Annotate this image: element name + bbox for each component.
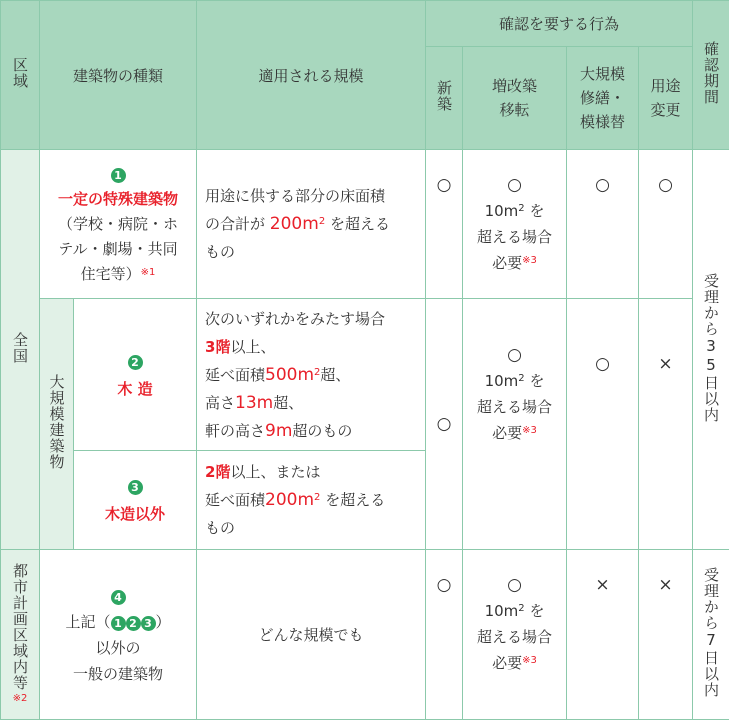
header-applicable-scale: 適用される規模 bbox=[197, 1, 426, 150]
scale-general-building: どんな規模でも bbox=[197, 550, 426, 720]
note-1: ※1 bbox=[140, 266, 156, 278]
header-building-type: 建築物の種類 bbox=[40, 1, 197, 150]
extension-row1: ○ $10m^2$ を 超える場合 必要$^{※3}$ bbox=[463, 150, 567, 299]
new-row2: ○ bbox=[426, 299, 463, 550]
type-non-wooden bbox=[74, 451, 197, 550]
extension-row4: ○ $10m^2$ を 超える場合 必要$^{※3}$ bbox=[463, 550, 567, 720]
header-area: 区域 bbox=[1, 1, 40, 150]
region-national: 全国 bbox=[1, 150, 40, 550]
type-non-wooden-title: 木造以外 bbox=[105, 505, 166, 523]
header-actions: 確認を要する行為 bbox=[426, 1, 693, 47]
extension-row2: ○ $10m^2$ を 超える場合 必要$^{※3}$ bbox=[463, 299, 567, 550]
scale-non-wooden: 2階以上、または 延べ面積$200m^2$ を超える もの bbox=[197, 451, 426, 550]
type-wooden-title: 木 造 bbox=[117, 379, 153, 398]
period-national: 受理から35日以内 bbox=[693, 150, 729, 550]
header-major-repair: 大規模 修繕・ 模様替 bbox=[567, 47, 639, 150]
scale-wooden: 次のいずれかをみたす場合 3階以上、 延べ面積$500m^2$超、 高さ13m超、 軒の高さ9m超のもの bbox=[197, 299, 426, 451]
header-use-change: 用途 変更 bbox=[639, 47, 693, 150]
scale-special-building: 用途に供する部分の床面積 の合計が $200m^2$ を超える もの bbox=[197, 150, 426, 299]
header-new: 新築 bbox=[426, 47, 463, 150]
region-city-planning: 都市計画区域内等 ※2 bbox=[1, 550, 40, 720]
major-repair-row1: ○ bbox=[567, 150, 639, 299]
major-repair-row4: × bbox=[567, 550, 639, 720]
extension-row1-note: $10m^2$ を 超える場合 必要$^{※3}$ bbox=[477, 202, 553, 272]
new-row1: ○ bbox=[426, 150, 463, 299]
use-change-row1: ○ bbox=[639, 150, 693, 299]
large-building-label: 大規模建築物 bbox=[40, 299, 74, 550]
number-badge-2: 2 bbox=[128, 355, 143, 370]
type-general-building: 4 上記（ 1 2 3 ） 以外の 一般の建築物 bbox=[40, 550, 197, 720]
number-badge-4: 4 bbox=[111, 590, 126, 605]
new-row4: ○ bbox=[426, 550, 463, 720]
use-change-row4: × bbox=[639, 550, 693, 720]
header-extension-line1: 増改築 bbox=[492, 77, 538, 95]
extension-row4-note: $10m^2$ を 超える場合 必要$^{※3}$ bbox=[477, 602, 553, 672]
period-city-planning: 受理から7日以内 bbox=[693, 550, 729, 720]
type-wooden bbox=[74, 299, 197, 451]
header-period: 確認期間 bbox=[693, 1, 729, 150]
use-change-row2: × bbox=[639, 299, 693, 550]
type-special-building bbox=[40, 150, 197, 299]
type-special-detail: （学校・病院・ホ テル・劇場・共同 住宅等） bbox=[58, 214, 179, 283]
header-extension bbox=[463, 47, 567, 150]
number-badge-3: 3 bbox=[128, 480, 143, 495]
number-badge-1: 1 bbox=[111, 168, 126, 183]
extension-row2-note: $10m^2$ を 超える場合 必要$^{※3}$ bbox=[477, 372, 553, 442]
header-extension-line2: 移転 bbox=[499, 101, 530, 119]
type-special-title: 一定の特殊建築物 bbox=[58, 189, 179, 208]
major-repair-row2: ○ bbox=[567, 299, 639, 550]
